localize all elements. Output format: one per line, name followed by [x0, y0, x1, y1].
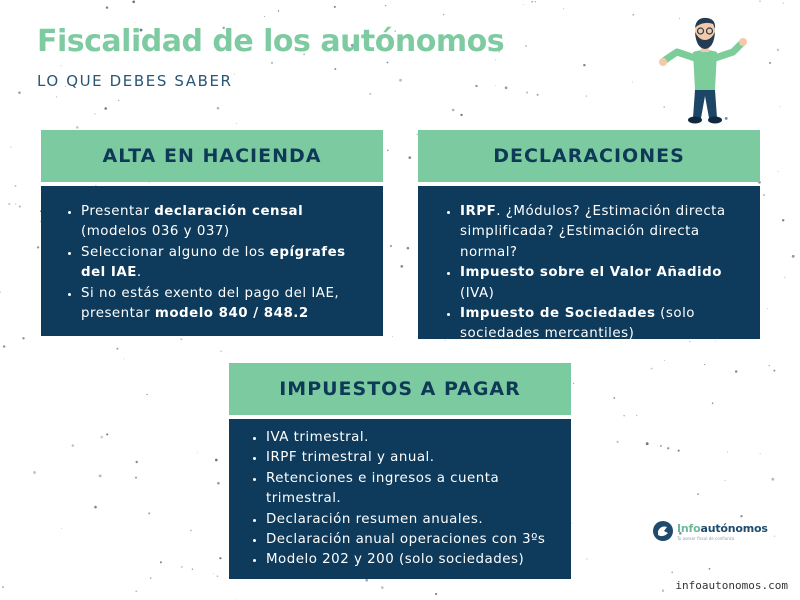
speckle-dot	[435, 593, 437, 595]
alta-hacienda-body	[41, 186, 383, 336]
speckle-dot	[587, 559, 588, 560]
speckle-dot	[646, 442, 649, 445]
speckle-dot	[219, 557, 221, 559]
list-item: • IVA trimestral.	[266, 428, 559, 448]
speckle-dot	[671, 571, 673, 573]
impuestos-body	[229, 419, 571, 579]
impuestos-header	[229, 363, 571, 415]
speckle-dot	[632, 81, 633, 82]
speckle-dot	[759, 0, 761, 2]
speckle-dot	[782, 219, 784, 221]
speckle-dot	[369, 93, 371, 95]
speckle-dot	[18, 92, 20, 94]
speckle-dot	[408, 156, 411, 159]
speckle-dot	[586, 96, 587, 97]
list-item: • IRPF trimestral y anual.	[266, 448, 559, 468]
speckle-dot	[213, 573, 214, 574]
speckle-dot	[651, 368, 653, 370]
speckle-dot	[94, 506, 97, 509]
speckle-dot	[616, 441, 618, 443]
declaraciones-list	[440, 202, 748, 345]
speckle-dot	[632, 14, 634, 16]
speckle-dot	[531, 1, 533, 3]
speckle-dot	[667, 447, 669, 449]
speckle-dot	[106, 6, 108, 8]
impuestos-list	[246, 428, 559, 571]
list-item: • Impuesto sobre el Valor Añadido (IVA)	[460, 263, 748, 304]
speckle-dot	[14, 185, 16, 187]
list-item: • Seleccionar alguno de los epígrafes del IAE.	[81, 243, 369, 284]
watermark-url: infoautonomos.com	[675, 579, 788, 592]
list-item: • Declaración resumen anuales.	[266, 510, 559, 530]
speckle-dot	[777, 48, 780, 51]
speckle-dot	[623, 415, 624, 416]
speckle-dot	[523, 4, 524, 5]
alta-hacienda-header	[41, 130, 383, 182]
speckle-dot	[535, 1, 536, 2]
speckle-dot	[135, 591, 137, 593]
speckle-dot	[475, 85, 477, 87]
speckle-dot	[573, 383, 574, 384]
speckle-dot	[792, 255, 795, 258]
speckle-dot	[613, 397, 615, 399]
speckle-dot	[769, 365, 771, 367]
speckle-dot	[132, 0, 135, 3]
speckle-dot	[334, 6, 336, 8]
speckle-dot	[134, 22, 135, 23]
speckle-dot	[3, 345, 6, 348]
speckle-dot	[56, 96, 57, 97]
logo-brand-bold: autónomos	[700, 521, 768, 535]
list-item: • Retenciones e ingresos a cuenta trimestral.	[266, 469, 559, 510]
speckle-dot	[234, 74, 235, 75]
speckle-dot	[217, 107, 220, 110]
speckle-dot	[697, 493, 699, 495]
speckle-dot	[505, 86, 508, 89]
speckle-dot	[235, 599, 236, 600]
speckle-dot	[149, 182, 150, 183]
speckle-dot	[727, 451, 728, 452]
speckle-dot	[334, 68, 336, 70]
speckle-dot	[664, 360, 665, 361]
speckle-dot	[61, 528, 62, 529]
speckle-dot	[8, 203, 10, 205]
speckle-dot	[735, 370, 738, 373]
speckle-dot	[660, 445, 662, 447]
speckle-dot	[773, 370, 775, 372]
alta-hacienda-title: ALTA EN HACIENDA	[102, 145, 322, 167]
speckle-dot	[72, 444, 74, 446]
speckle-dot	[387, 62, 389, 64]
speckle-dot	[704, 364, 705, 365]
speckle-dot	[774, 535, 775, 536]
speckle-dot	[740, 515, 742, 517]
list-item: • Modelo 202 y 200 (solo sociedades)	[266, 550, 559, 570]
speckle-dot	[118, 100, 119, 101]
speckle-dot	[712, 402, 714, 404]
speckle-dot	[2, 586, 4, 588]
list-item: • IRPF. ¿Módulos? ¿Estimación directa simplificada? ¿Estimación directa normal?	[460, 202, 748, 263]
bearded-man-illustration-icon	[655, 14, 755, 130]
speckle-dot	[381, 586, 384, 589]
speckle-dot	[399, 79, 402, 82]
speckle-dot	[264, 16, 265, 17]
speckle-dot	[148, 512, 150, 514]
speckle-dot	[760, 453, 761, 454]
speckle-dot	[94, 113, 95, 114]
page-title: Fiscalidad de los autónomos	[37, 24, 505, 59]
speckle-dot	[563, 8, 564, 9]
speckle-dot	[662, 589, 664, 591]
speckle-dot	[385, 5, 386, 6]
speckle-dot	[495, 85, 496, 86]
speckle-dot	[19, 205, 21, 207]
speckle-dot	[495, 59, 496, 60]
speckle-dot	[525, 45, 527, 47]
infoautonomos-logo	[652, 520, 768, 542]
speckle-dot	[678, 450, 680, 452]
speckle-dot	[15, 203, 16, 204]
speckle-dot	[271, 62, 273, 64]
list-item: • Si no estás exento del pago del IAE, presentar modelo 840 / 848.2	[81, 284, 369, 325]
logo-brand-pre: Info	[677, 521, 701, 535]
speckle-dot	[725, 480, 726, 481]
speckle-dot	[215, 459, 218, 462]
speckle-dot	[135, 477, 137, 479]
speckle-dot	[392, 336, 393, 337]
speckle-dot	[400, 265, 403, 268]
speckle-dot	[22, 337, 24, 339]
speckle-dot	[104, 107, 107, 110]
speckle-dot	[197, 452, 198, 453]
speckle-dot	[99, 475, 102, 478]
speckle-dot	[771, 478, 774, 481]
speckle-dot	[763, 194, 765, 196]
speckle-dot	[777, 171, 778, 172]
speckle-dot	[709, 568, 711, 570]
speckle-dot	[452, 109, 455, 112]
page-subtitle: LO QUE DEBES SABER	[37, 72, 233, 90]
speckle-dot	[76, 126, 79, 129]
speckle-dot	[460, 114, 462, 116]
speckle-dot	[278, 10, 279, 11]
infoautonomos-logo-icon	[652, 520, 674, 542]
speckle-dot	[124, 358, 125, 359]
speckle-dot	[217, 575, 219, 577]
speckle-dot	[180, 338, 182, 340]
speckle-dot	[221, 351, 222, 352]
speckle-dot	[443, 14, 445, 16]
speckle-dot	[100, 436, 103, 439]
speckle-dot	[390, 245, 392, 247]
declaraciones-body	[418, 186, 760, 342]
speckle-dot	[190, 530, 192, 532]
speckle-dot	[583, 64, 586, 67]
declaraciones-header	[418, 130, 760, 182]
speckle-dot	[783, 3, 784, 4]
speckle-dot	[116, 348, 118, 350]
alta-hacienda-list	[61, 202, 369, 324]
speckle-dot	[526, 91, 528, 93]
speckle-dot	[37, 246, 39, 248]
speckle-dot	[365, 579, 368, 582]
speckle-dot	[160, 561, 162, 563]
list-item: • Declaración anual operaciones con 3ºs	[266, 530, 559, 550]
speckle-dot	[106, 433, 108, 435]
speckle-dot	[217, 482, 220, 485]
speckle-dot	[236, 123, 237, 124]
speckle-dot	[150, 577, 151, 578]
list-item: • Impuesto de Sociedades (solo sociedades mercantiles)	[460, 304, 748, 345]
speckle-dot	[636, 415, 637, 416]
impuestos-title: IMPUESTOS A PAGAR	[279, 378, 521, 400]
speckle-dot	[784, 277, 785, 278]
speckle-dot	[10, 147, 11, 148]
speckle-dot	[387, 150, 389, 152]
speckle-dot	[407, 247, 410, 250]
speckle-dot	[146, 394, 147, 395]
speckle-dot	[779, 106, 780, 107]
speckle-dot	[767, 308, 768, 309]
speckle-dot	[192, 569, 193, 570]
speckle-dot	[769, 62, 771, 64]
speckle-dot	[0, 291, 1, 293]
list-item: • Presentar declaración censal (modelos 036 y 037)	[81, 202, 369, 243]
speckle-dot	[60, 65, 61, 66]
logo-tagline: Tu asesor fiscal de confianza	[677, 535, 735, 541]
declaraciones-title: DECLARACIONES	[493, 145, 685, 167]
speckle-dot	[181, 566, 183, 568]
speckle-dot	[537, 94, 539, 96]
speckle-dot	[135, 461, 137, 463]
speckle-dot	[33, 471, 36, 474]
